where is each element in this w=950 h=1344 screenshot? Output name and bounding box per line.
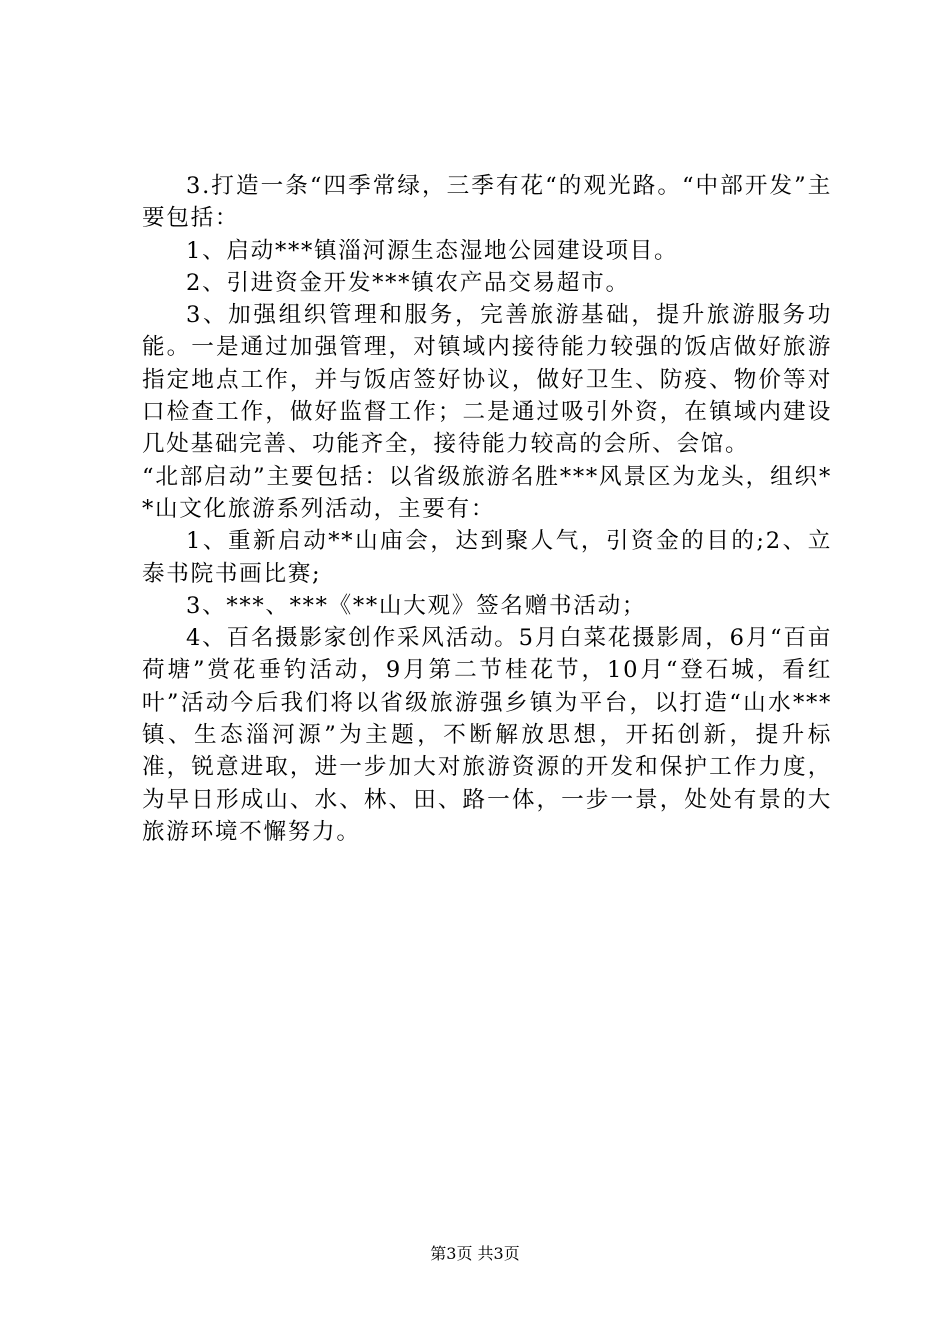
paragraph-4: 3、加强组织管理和服务，完善旅游基础，提升旅游服务功能。一是通过加强管理，对镇域内接待能力较强的饭店做好旅游指定地点工作，并与饭店签好协议，做好卫生、防疫、物价等对口检查工作，做好监督工作；二是通过吸引外资，在镇域内建设几处基础完善、功能齐全，接待能力较高的会所、会馆。 bbox=[142, 302, 832, 458]
paragraph-7: 3、***、***《**山大观》签名赠书活动； bbox=[186, 592, 647, 619]
paragraph-3: 2、引进资金开发***镇农产品交易超市。 bbox=[186, 269, 630, 296]
page-footer: 第3页 共3页 bbox=[430, 1244, 520, 1263]
paragraph-8: 4、百名摄影家创作采风活动。5月白菜花摄影周，6月“百亩荷塘”赏花垂钓活动，9月第二节桂花节，10月“登石城，看红叶”活动今后我们将以省级旅游强乡镇为平台，以打造“山水***镇、生态淄河源”为主题，不断解放思想，开拓创新，提升标准，锐意进取，进一步加大对旅游资源的开发和保护工作力度，为早日形成山、水、林、田、路一体，一步一景，处处有景的大旅游环境不懈努力。 bbox=[142, 625, 832, 845]
paragraph-6: 1、重新启动**山庙会，达到聚人气，引资金的目的;2、立泰书院书画比赛; bbox=[142, 528, 832, 587]
paragraph-5: “北部启动”主要包括：以省级旅游名胜***风景区为龙头，组织**山文化旅游系列活动，主要有： bbox=[142, 463, 832, 522]
paragraph-1: 3.打造一条“四季常绿，三季有花“的观光路。“中部开发”主要包括： bbox=[142, 173, 832, 232]
paragraph-2: 1、启动***镇淄河源生态湿地公园建设项目。 bbox=[186, 237, 679, 264]
document-body bbox=[142, 170, 832, 848]
